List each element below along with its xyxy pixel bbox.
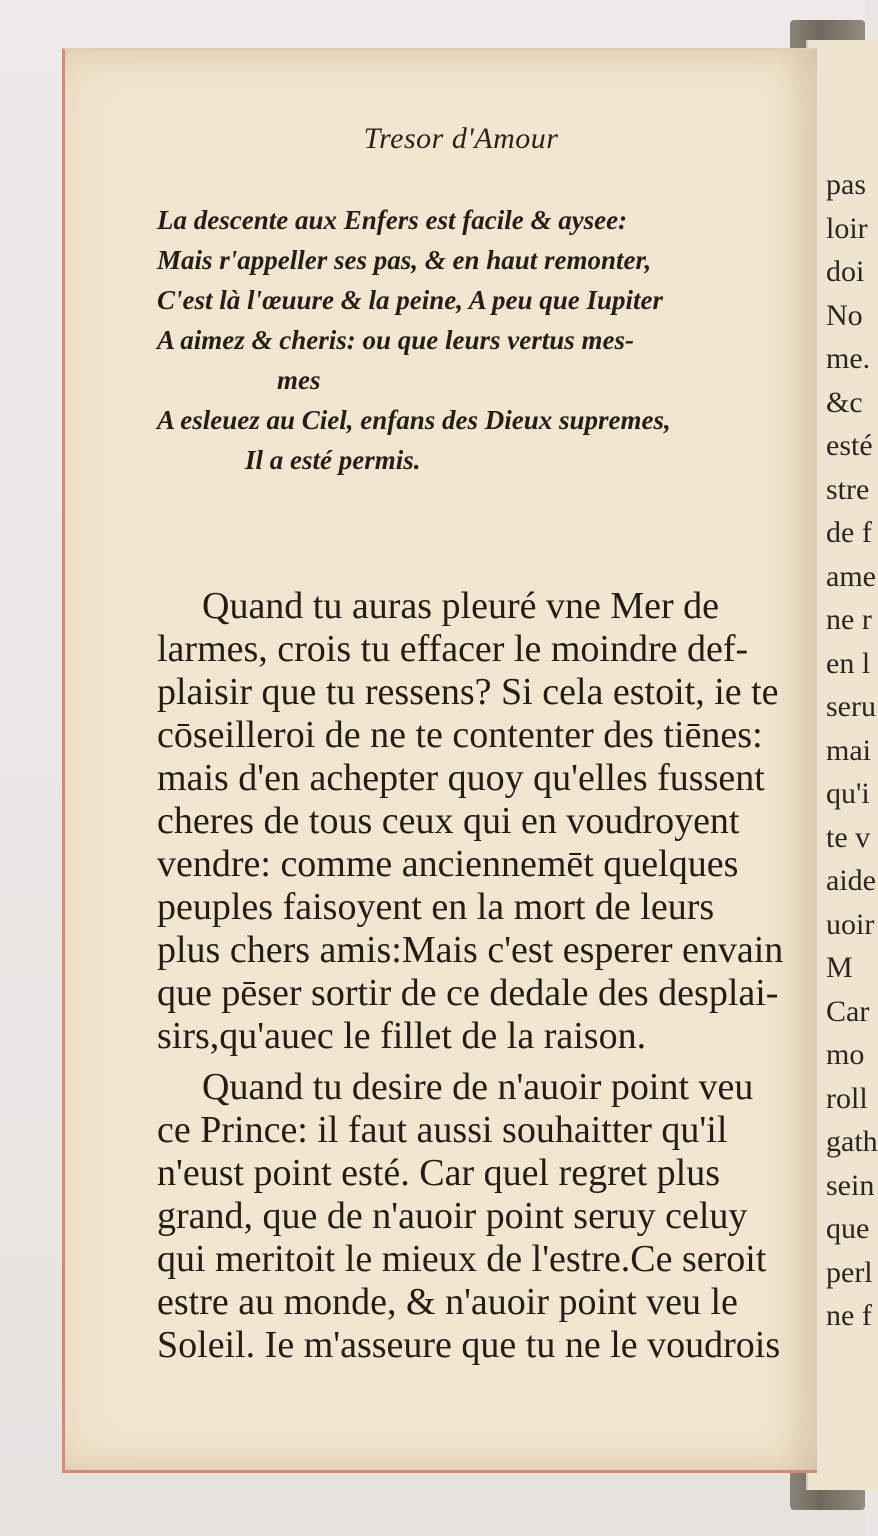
paragraph bbox=[157, 585, 799, 1058]
next-page-fragment: qu'i bbox=[826, 777, 870, 810]
next-page-fragment: &c bbox=[826, 385, 863, 419]
verse-block bbox=[157, 200, 807, 480]
next-page-fragment: en l bbox=[826, 646, 871, 680]
next-page-fragment: mai bbox=[826, 733, 871, 767]
next-page-fragment: M bbox=[826, 951, 853, 984]
next-page-fragment: esté bbox=[826, 429, 873, 462]
text-line: sirs,qu'auec le fillet de la raison. bbox=[157, 1015, 647, 1057]
text-line: estre au monde, & n'auoir point veu le bbox=[157, 1281, 738, 1323]
prose-block bbox=[157, 585, 799, 1367]
text-line: vendre: comme anciennemēt quelques bbox=[157, 843, 739, 885]
verse-line: mes bbox=[277, 365, 321, 395]
next-page-fragment: ne r bbox=[826, 603, 872, 636]
text-line: qui meritoit le mieux de l'estre.Ce seroit bbox=[157, 1238, 767, 1280]
next-page-fragment: sein bbox=[826, 1168, 875, 1202]
verse-line: Mais r'appeller ses pas, & en haut remonter, bbox=[157, 245, 652, 275]
next-page-fragment: ame bbox=[826, 559, 876, 593]
next-page-fragment: doi bbox=[826, 255, 865, 288]
text-line: plaisir que tu ressens? Si cela estoit, ie te bbox=[157, 671, 779, 713]
text-line: n'eust point esté. Car quel regret plus bbox=[157, 1152, 720, 1194]
verse-line: La descente aux Enfers est facile & aysee: bbox=[157, 205, 628, 235]
text-line: mais d'en achepter quoy qu'elles fussent bbox=[157, 757, 765, 799]
text-line: cheres de tous ceux qui en voudroyent bbox=[157, 800, 740, 842]
verse-line: A aimez & cheris: ou que leurs vertus mes- bbox=[157, 325, 635, 355]
next-page-fragment: ne f bbox=[826, 1299, 872, 1332]
next-page-fragment: stre bbox=[826, 472, 870, 506]
text-line: ce Prince: il faut aussi souhaitter qu'il bbox=[157, 1109, 728, 1151]
next-page-fragment: que bbox=[826, 1212, 870, 1245]
next-page-fragment: roll bbox=[826, 1081, 868, 1115]
text-line: Quand tu desire de n'auoir point veu bbox=[202, 1066, 754, 1108]
text-line: cōseilleroi de ne te contenter des tiēnes: bbox=[157, 714, 763, 756]
running-head: Tresor d'Amour bbox=[363, 122, 559, 155]
text-line: plus chers amis:Mais c'est esperer envain bbox=[157, 929, 784, 971]
next-page-fragment: seru bbox=[826, 690, 876, 723]
text-line: Soleil. Ie m'asseure que tu ne le voudrois bbox=[157, 1324, 781, 1366]
next-page-fragment: No bbox=[826, 298, 863, 332]
text-line: larmes, crois tu effacer le moindre def- bbox=[157, 628, 749, 670]
next-page-fragment: mo bbox=[826, 1038, 865, 1071]
next-page-fragment: te v bbox=[826, 820, 871, 854]
next-page-fragment: de f bbox=[826, 516, 872, 549]
next-page-fragment: loir bbox=[826, 211, 868, 245]
text-line: Quand tu auras pleuré vne Mer de bbox=[202, 585, 720, 627]
book-page bbox=[62, 48, 817, 1473]
paragraph bbox=[157, 1066, 799, 1367]
next-page-fragment: uoir bbox=[826, 907, 875, 941]
next-page-fragment: Car bbox=[826, 994, 870, 1028]
verse-line: Il a esté permis. bbox=[245, 445, 421, 475]
text-line: que pēser sortir de ce dedale des desplai- bbox=[157, 972, 779, 1014]
next-page-fragment: me. bbox=[826, 342, 871, 375]
next-page-fragment: pas bbox=[826, 168, 866, 201]
next-page-fragment: perl bbox=[826, 1255, 873, 1289]
verse-line: A esleuez au Ciel, enfans des Dieux supremes, bbox=[157, 405, 671, 435]
text-line: peuples faisoyent en la mort de leurs bbox=[157, 886, 715, 928]
next-page-fragment: aide bbox=[826, 864, 876, 897]
verse-line: C'est là l'œuure & la peine, A peu que Iupiter bbox=[157, 285, 664, 315]
text-line: grand, que de n'auoir point seruy celuy bbox=[157, 1195, 748, 1237]
next-page-fragment: gath bbox=[826, 1125, 878, 1158]
